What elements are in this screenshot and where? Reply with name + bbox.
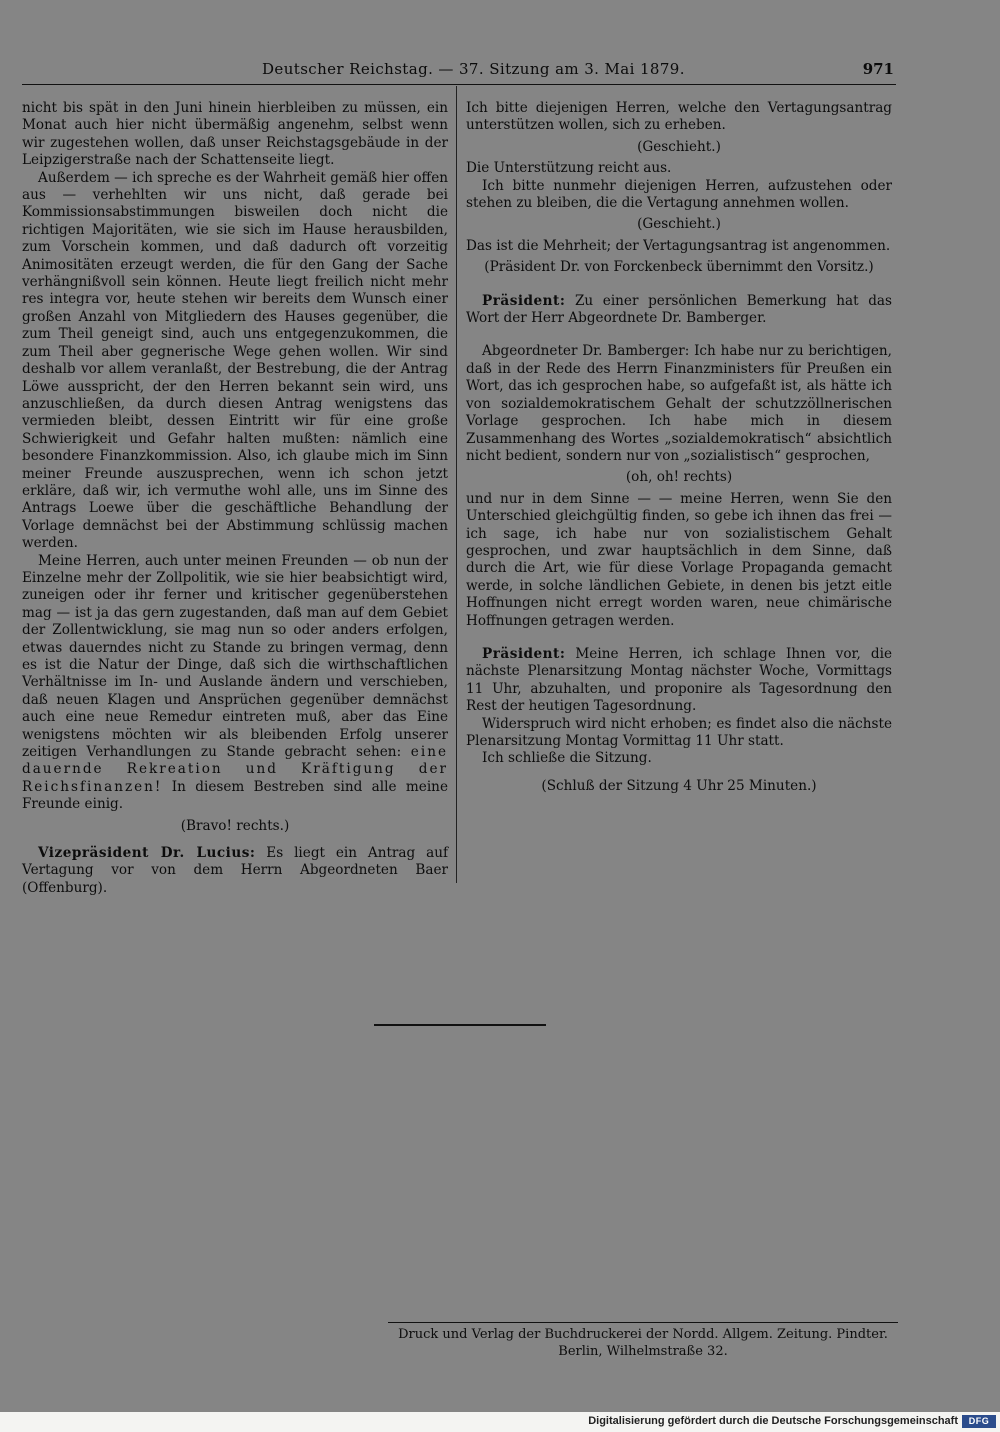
interjection: (Geschieht.) bbox=[637, 138, 721, 155]
right-column bbox=[466, 100, 892, 799]
column-separator bbox=[456, 86, 457, 883]
funding-text: Digitalisierung gefördert durch die Deutsche Forschungsgemeinschaft bbox=[588, 1415, 958, 1427]
funding-note bbox=[560, 1413, 998, 1431]
speaker-name: Abgeordneter Dr. Bamberger: bbox=[482, 343, 690, 360]
running-header bbox=[22, 60, 896, 82]
paragraph: Widerspruch wird nicht erhoben; es findet also die nächste Plenarsitzung Montag Vormittag 11 Uhr statt. bbox=[466, 715, 892, 749]
text-run: Meine Herren, auch unter meinen Freunden — ob nun der Einzelne mehr der Zollpolitik, wie sie hier beabsichtigt wird, zuneigen oder ihr ferner und kritischer gegenüberstehen mag — ist ja das gern zugestanden, daß man auf dem Gebiet der Zollentwicklung, sie mag nun so oder anders erfolgen, etwas dauerndes nicht zu Stande zu bringen vermag, denn es ist die Natur der Dinge, daß sich die wirthschaftlichen Verhältnisse im In- und Auslande ändern und verschieben, daß neuen Klagen und Ansprüchen gegenüber demnächst auch eine neue Remedur eintreten muß, aber das Eine wenigstens möchten wir als bleibenden Erfolg unserer zeitigen Verhandlungen zu Stande gebracht sehen: bbox=[22, 552, 448, 761]
page-number: 971 bbox=[862, 60, 894, 78]
emphasized-text: eine dauernde Rekreation und Kräftigung der Reichsfinanzen! bbox=[22, 744, 448, 795]
header-rule bbox=[22, 84, 896, 85]
speech-text: Zu einer persönlichen Bemerkung hat das Wort der Herr Abgeordnete Dr. Bamberger. bbox=[466, 292, 892, 327]
speaker-name: Vizepräsident Dr. Lucius: bbox=[38, 845, 256, 862]
paragraph: nicht bis spät in den Juni hinein hierbleiben zu müssen, ein Monat auch hier nicht übermäßig angenehm, selbst wenn wir zugestehen wollen, daß unser Reichstagsgebäude in der Leipzigerstraße nach der Schattenseite liegt. bbox=[22, 100, 448, 169]
end-rule bbox=[374, 1024, 546, 1026]
session-close-note: (Schluß der Sitzung 4 Uhr 25 Minuten.) bbox=[541, 777, 817, 794]
paragraph: Ich bitte nunmehr diejenigen Herren, aufzustehen oder stehen zu bleiben, die die Vertagung annehmen wollen. bbox=[466, 177, 892, 212]
paragraph: Die Unterstützung reicht aus. bbox=[466, 160, 672, 177]
speech-text: Ich habe nur zu berichtigen, daß in der Rede des Herrn Finanzministers für Preußen ein Wort, das ich gesprochen habe, so aufgefaßt ist, als hätte ich von sozialdemokratischem Gehalt der schutzzöllnerischen Vorlage gesprochen. Ich habe mich in diesem Zusammenhang des Wortes „sozialdemokratisch“ absichtlich nicht bedient, sondern nur von „sozialistisch“ gesprochen, bbox=[466, 343, 893, 464]
paragraph: und nur in dem Sinne — — meine Herren, wenn Sie den Unterschied gleichgültig finden, so gebe ich ihnen das frei — ich sage, ich habe nur von sozialistischem Gehalt gesprochen, und zwar hauptsächlich in dem Sinne, daß durch die Art, wie für diese Vorlage Propaganda gemacht werde, in solche ländlichen Gebiete, in denen bis jetzt eitle Hoffnungen nicht erregt worden waren, neue chimärische Hoffnungen getragen werden. bbox=[466, 490, 892, 629]
interjection: (oh, oh! rechts) bbox=[625, 469, 733, 486]
imprint-rule bbox=[388, 1322, 898, 1323]
left-column bbox=[22, 100, 448, 897]
imprint-line: Berlin, Wilhelmstraße 32. bbox=[558, 1344, 728, 1359]
paragraph bbox=[466, 293, 892, 328]
header-title: Deutscher Reichstag. — 37. Sitzung am 3. Mai 1879. bbox=[262, 60, 685, 78]
paragraph bbox=[22, 553, 448, 814]
interjection: (Geschieht.) bbox=[637, 216, 721, 233]
paragraph: Das ist die Mehrheit; der Vertagungsantrag ist angenommen. bbox=[466, 237, 891, 254]
speech-text: Es liegt ein Antrag auf Vertagung vor von dem Herrn Abgeordneten Baer (Offenburg). bbox=[22, 845, 448, 896]
interjection: (Bravo! rechts.) bbox=[180, 817, 290, 834]
imprint-line: Druck und Verlag der Buchdruckerei der Nordd. Allgem. Zeitung. Pindter. bbox=[398, 1327, 888, 1342]
speaker-name: Präsident: bbox=[482, 292, 566, 309]
paragraph bbox=[22, 845, 448, 897]
text-run: In diesem Bestreben sind alle meine Freunde einig. bbox=[22, 778, 448, 813]
dfg-logo: DFG bbox=[962, 1415, 996, 1428]
chair-note: (Präsident Dr. von Forckenbeck übernimmt den Vorsitz.) bbox=[484, 259, 874, 276]
paragraph: Ich bitte diejenigen Herren, welche den Vertagungsantrag unterstützen wollen, sich zu erheben. bbox=[466, 100, 892, 134]
speaker-name: Präsident: bbox=[482, 645, 566, 662]
paragraph: Außerdem — ich spreche es der Wahrheit gemäß hier offen aus — verhehlten wir uns nicht, daß gerade bei Kommissionsabstimmungen bisweilen doch nicht die richtigen Majoritäten, wie sie sich im Hause herausbilden, zum Vorschein kommen, und daß dadurch oft vorzeitig Animositäten erzeugt werden, die für den Gang der Sache verhängnißvoll sein können. Heute liegt freilich nicht mehr res integra vor, heute stehen wir bereits dem Wunsch einer großen Anzahl von Mitgliedern des Hauses gegenüber, die zum Theil geneigt sind, auch uns entgegenzukommen, die zum Theil aber gegnerische Wege gehen wollen. Wir sind deshalb vor allem veranlaßt, der Bestrebung, die der Antrag Löwe ausspricht, der den Herren bekannt sein wird, uns anzuschließen, da durch diesen Antrag wenigstens das vermieden bleibt, dessen Eintritt wir für eine große Schwierigkeit und Gefahr halten mußten: nämlich eine besondere Finanzkommission. Also, ich glaube mich im Sinn meiner Freunde auszusprechen, wenn ich schon jetzt erkläre, daß wir, ich vermuthe wohl alle, uns im Sinne des Antrags Loewe über die geschäftliche Behandlung der Vorlage demnächst bei der Abstimmung schlüssig machen werden. bbox=[22, 169, 448, 552]
paragraph bbox=[466, 646, 892, 716]
speech-text: Meine Herren, ich schlage Ihnen vor, die nächste Plenarsitzung Montag nächster Woche, Vormittags 11 Uhr, abzuhalten, und proponire als Tagesordnung den Rest der heutigen Tagesordnung. bbox=[466, 645, 892, 715]
paragraph: Ich schließe die Sitzung. bbox=[482, 750, 652, 767]
paragraph bbox=[466, 343, 892, 465]
imprint bbox=[388, 1326, 898, 1360]
